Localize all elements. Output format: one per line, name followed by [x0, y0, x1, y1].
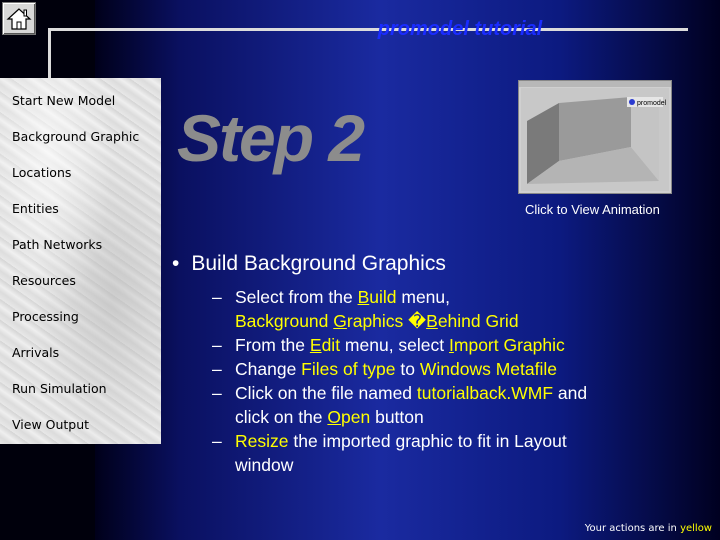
- instruction-item: [212, 357, 652, 381]
- menu-item-start-new-model[interactable]: Start New Model: [12, 93, 116, 108]
- highlight-text: G: [333, 311, 347, 331]
- menu-item-run-simulation[interactable]: Run Simulation: [12, 381, 107, 396]
- home-button[interactable]: [2, 2, 36, 35]
- instruction-item: [212, 333, 652, 357]
- text-run: to: [395, 359, 420, 379]
- dash-marker: –: [212, 431, 222, 451]
- frame-left-line: [48, 28, 51, 78]
- footer-highlight: yellow: [680, 523, 712, 534]
- instruction-item: [212, 381, 652, 429]
- text-run: From the: [235, 335, 310, 355]
- highlight-text: tutorialback.WMF: [416, 383, 554, 403]
- instruction-list: [212, 285, 652, 477]
- highlight-text: B: [357, 287, 370, 307]
- step-heading: Step 2: [177, 101, 364, 175]
- menu-item-locations[interactable]: Locations: [12, 165, 72, 180]
- dash-marker: –: [212, 287, 222, 307]
- highlight-text: �: [408, 311, 427, 331]
- highlight-text: B: [426, 311, 438, 331]
- text-run: menu,: [396, 287, 450, 307]
- highlight-text: E: [309, 335, 322, 355]
- highlight-text: uild: [369, 287, 397, 307]
- highlight-text: raphics: [346, 311, 409, 331]
- dash-marker: –: [212, 335, 222, 355]
- menu-item-resources[interactable]: Resources: [12, 273, 76, 288]
- highlight-text: I: [449, 335, 454, 355]
- thumbnail-logo-text: promodel: [637, 100, 667, 107]
- menu-item-processing[interactable]: Processing: [12, 309, 79, 324]
- text-run: Change: [235, 359, 302, 379]
- text-run: button: [370, 407, 424, 427]
- highlight-text: pen: [341, 407, 371, 427]
- menu-item-view-output[interactable]: View Output: [12, 417, 90, 432]
- highlight-text: Background: [235, 311, 334, 331]
- instruction-item: [212, 429, 652, 477]
- dash-marker: –: [212, 383, 222, 403]
- text-run: the imported graphic to fit in Layout: [288, 431, 567, 451]
- text-run: menu, select: [340, 335, 450, 355]
- animation-preview-image: [519, 81, 671, 193]
- footer-note: [585, 523, 712, 534]
- instruction-item: [212, 285, 652, 333]
- nav-menu: [0, 78, 161, 444]
- menu-item-path-networks[interactable]: Path Networks: [12, 237, 103, 252]
- animation-thumbnail[interactable]: [518, 80, 672, 194]
- highlight-text: mport Graphic: [453, 335, 565, 355]
- menu-item-background-graphic[interactable]: Background Graphic: [12, 129, 140, 144]
- highlight-text: Resize: [235, 431, 289, 451]
- text-run: Select from the: [235, 287, 358, 307]
- text-run: and: [553, 383, 588, 403]
- logo-icon: [629, 99, 635, 105]
- bullet-dot: •: [172, 252, 180, 275]
- menu-item-arrivals[interactable]: Arrivals: [12, 345, 60, 360]
- highlight-text: dit: [321, 335, 341, 355]
- text-run: Click on the file named: [235, 383, 417, 403]
- menu-item-entities[interactable]: Entities: [12, 201, 59, 216]
- animation-caption-link[interactable]: Click to View Animation: [525, 202, 660, 217]
- text-run: click on the: [235, 407, 328, 427]
- main-bullet: [172, 252, 446, 276]
- highlight-text: Windows Metafile: [419, 359, 557, 379]
- footer-text: Your actions are in: [584, 523, 681, 534]
- highlight-text: O: [327, 407, 342, 427]
- highlight-text: Files of type: [301, 359, 396, 379]
- dash-marker: –: [212, 359, 222, 379]
- home-icon: [6, 6, 32, 32]
- bullet-text: Build Background Graphics: [191, 252, 446, 275]
- page-title: promodel tutorial: [377, 18, 543, 40]
- text-run: window: [235, 455, 294, 475]
- highlight-text: ehind Grid: [437, 311, 519, 331]
